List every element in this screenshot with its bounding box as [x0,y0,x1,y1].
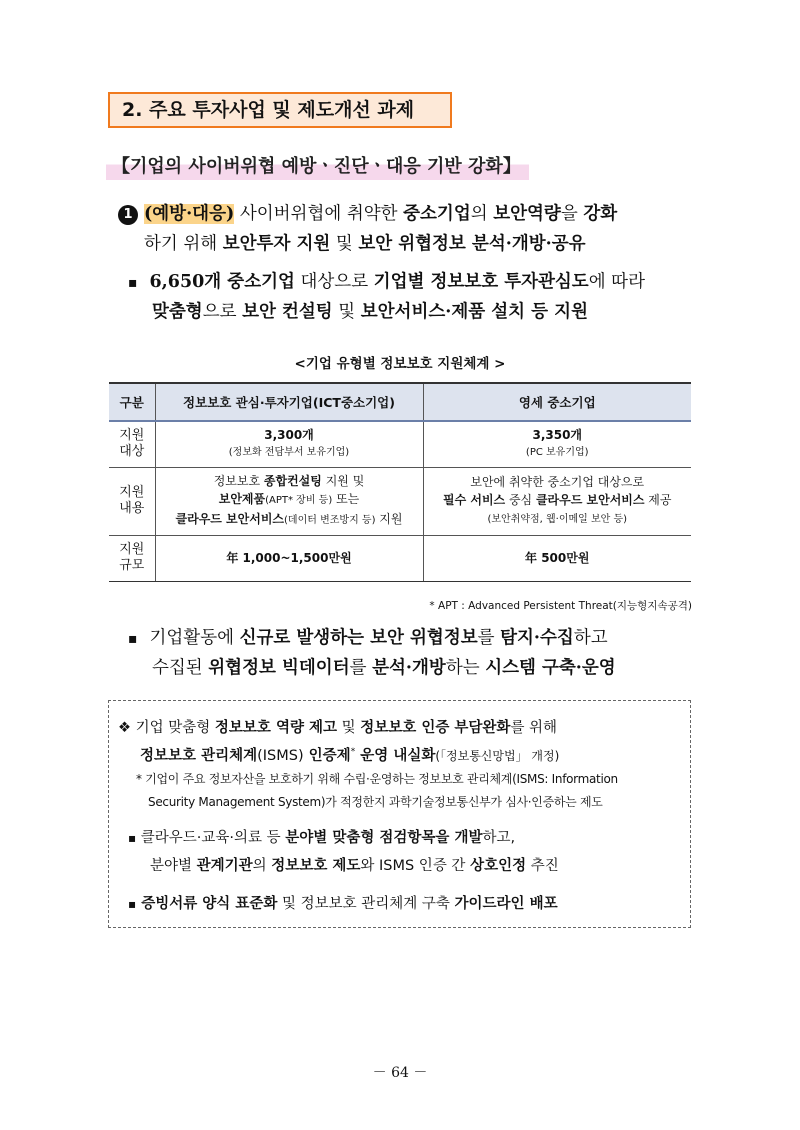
text: 및 정보보호 관리체계 구축 [277,896,455,912]
bullet-icon: ▪ [128,275,138,291]
bullet1-line1 [128,270,645,295]
text-bold: 운영 내실화 [355,747,436,764]
bullet-icon: ▪ [128,897,137,911]
text-bold: 중소기업 [403,204,471,224]
text-bold: 보안제품 [218,492,266,506]
text-bold: 클라우드 보안서비스 [535,493,645,507]
text: 및 [330,234,359,254]
text-bold: 신규로 발생하는 보안 위협정보 [239,628,478,648]
text-bold: 3,350개 [532,428,583,443]
table-cell [423,421,691,467]
bullet-icon: ▪ [128,631,138,647]
text: 하고, [482,830,516,846]
text: 기업활동에 [149,628,240,648]
text-bold: 분야별 맞춤형 점검항목을 개발 [285,830,483,846]
text-bold: 강화 [583,204,618,224]
page-number: － 64 － [372,1065,428,1081]
text-bold: 상호인정 [470,858,527,874]
text-bold: 정보보호 제도 [271,858,361,874]
text: 하는 [445,658,486,678]
subheading: 【기업의 사이버위협 예방ㆍ진단ㆍ대응 기반 강화】 [106,154,529,180]
text: 지원 [119,542,145,557]
item1-line2 [144,232,586,256]
text: 추진 [526,858,559,874]
text: 하기 위해 [144,234,223,254]
text: (데이터 변조방지 등) [284,515,376,526]
text-bold: 탐지·수집 [500,628,574,648]
text-bold: 분석·개방 [372,658,446,678]
number-one-icon: 1 [118,205,138,225]
table-cell [155,467,423,535]
text-bold: 가이드라인 배포 [454,896,558,912]
text: 및 [332,302,361,322]
text-bold: 6,650개 중소기업 [149,272,295,292]
text-bold: 위협정보 빅데이터 [208,658,350,678]
text: 지원 [119,485,145,500]
box-bullet1-line2 [150,856,559,876]
table-header-row [109,383,691,421]
table-row [109,421,691,467]
box-bullet2 [128,894,558,914]
item1-line1 [118,202,617,226]
footnote-marker: * [350,747,356,757]
bullet2-line1 [128,626,608,651]
text: 지원 [119,428,145,444]
text: 대상 [119,444,145,460]
text: 분야별 [150,858,197,874]
header-ict-sme: 정보보호 관심·투자기업(ICT중소기업) [155,383,423,421]
text-bold: 시스템 구축·운영 [485,658,616,678]
text: 의 [470,204,494,224]
text: 에 따라 [588,272,645,292]
diamond-bullet-icon: ❖ [118,720,131,736]
row-label [109,467,155,535]
text-bold: 클라우드 보안서비스 [175,512,285,526]
text-bold: 年 1,000~1,500만원 [226,551,352,565]
text: 지원 [375,512,403,526]
box-note-line2: Security Management System)가 적정한지 과학기술정보통신부가 심사·인증하는 제도 [148,795,603,809]
text-bold: 정보보호 인증 부담완화 [360,720,511,736]
text: 하고 [573,628,608,648]
text: (APT* 장비 등) [265,495,333,506]
text-bold: 年 500만원 [525,551,590,565]
text: 를 [349,658,373,678]
text-bold: 증빙서류 양식 표준화 [136,896,278,912]
box-bullet1-line1 [128,828,515,848]
text: (정보화 전담부서 보유기업) [228,447,350,459]
text-bold: 필수 서비스 [443,493,506,507]
box-line2 [140,742,559,766]
table-caption: <기업 유형별 정보보호 지원체계 > [294,356,506,372]
text: 규모 [119,558,145,573]
text: 지원 및 [321,474,365,488]
bullet-icon: ▪ [128,831,137,845]
text-bold: 정보보호 관리체계 [140,747,258,764]
row-label [109,535,155,581]
row-label [109,421,155,467]
text: 내용 [119,501,145,516]
table-cell [423,535,691,581]
text-bold: 보안서비스·제품 설치 등 지원 [360,302,588,322]
text: 을 [560,204,584,224]
text-bold: 보안 컨설팅 [242,302,333,322]
text: 제공 [644,493,672,507]
bullet1-line2 [152,300,588,324]
text: 의 [252,858,272,874]
text: 보안에 취약한 중소기업 대상으로 [470,475,645,489]
item1-tag: (예방·대응) [144,204,235,224]
text: 사이버위협에 취약한 [234,204,404,224]
text: 중심 [505,493,536,507]
text: 와 ISMS 인증 간 [360,858,471,874]
text-bold: 3,300개 [264,428,314,443]
support-table [109,382,691,582]
text: (PC 보유기업) [525,447,589,459]
text: 정보보호 [213,474,264,488]
header-micro-sme: 영세 중소기업 [423,383,691,421]
text: 클라우드·교육·의료 등 [136,830,286,846]
text: 및 [337,720,361,736]
table-cell [423,467,691,535]
text: 를 [477,628,501,648]
text-bold: 관계기관 [196,858,253,874]
text: (「정보통신망법」 개정) [435,748,560,763]
text: (보안취약점, 웹·이메일 보안 등) [487,514,628,525]
section-title: 2. 주요 투자사업 및 제도개선 과제 [108,92,452,128]
box-note-line1: * 기업이 주요 정보자산을 보호하기 위해 수립·운영하는 정보보호 관리체계(ISMS: Information [136,772,618,786]
header-category: 구분 [109,383,155,421]
text-bold: 인증제 [303,747,351,764]
table-cell [155,421,423,467]
text: 또는 [332,492,360,506]
text: 대상으로 [294,272,374,292]
text-bold: 보안투자 지원 [222,234,331,254]
text: 으로 [202,302,243,322]
text-bold: 보안역량 [493,204,561,224]
box-line1 [118,718,557,738]
table-row [109,535,691,581]
bullet2-line2 [152,656,616,680]
table-cell [155,535,423,581]
text-bold: 기업별 정보보호 투자관심도 [373,272,589,292]
table-row [109,467,691,535]
text: 수집된 [152,658,209,678]
text-bold: 보안 위협정보 분석·개방·공유 [358,234,586,254]
text-bold: 종합컨설팅 [263,474,322,488]
text: 기업 맞춤형 [131,720,215,736]
table-footnote: * APT : Advanced Persistent Threat(지능형지속공격) [429,600,692,612]
text: (ISMS) [257,747,304,764]
text-bold: 정보보호 역량 제고 [214,720,338,736]
text: 를 위해 [510,720,558,736]
text-bold: 맞춤형 [152,302,203,322]
